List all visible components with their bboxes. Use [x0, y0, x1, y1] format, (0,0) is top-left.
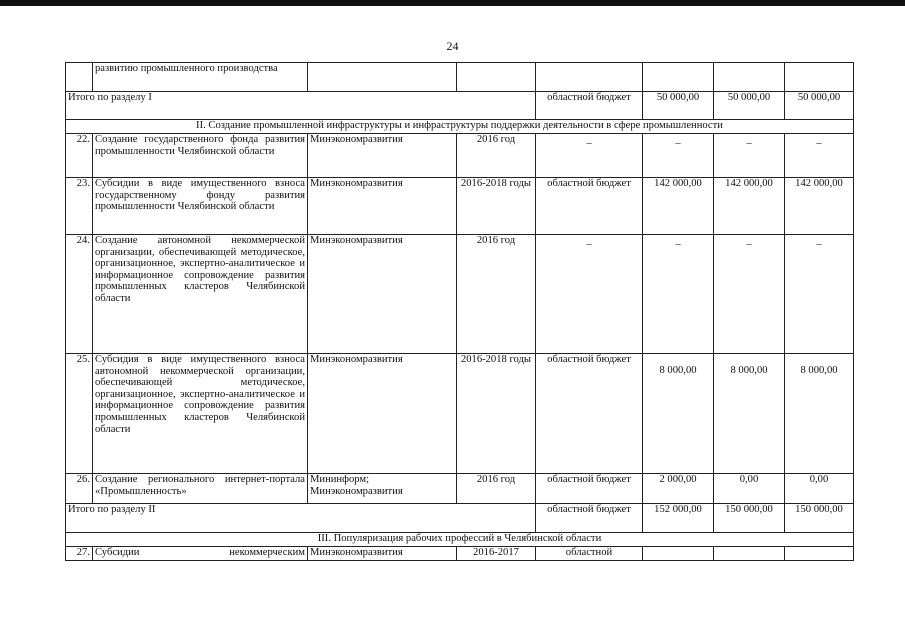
table-row-total-section-2 [66, 504, 854, 533]
cell-period: 2016-2018 годы [457, 354, 536, 474]
page-number: 24 [446, 39, 459, 53]
cell-2018: 142 000,00 [785, 178, 854, 235]
cell-period: 2016 год [457, 474, 536, 504]
cell-desc: Субсидии в виде имущественного взноса государственному фонду развития промышленности Челябинской области [93, 178, 308, 235]
table-row-22 [66, 134, 854, 178]
table-row-24 [66, 235, 854, 354]
section-title: III. Популяризация рабочих профессий в Челябинской области [66, 533, 854, 547]
table-row-23 [66, 178, 854, 235]
table-row-section-3-header [66, 533, 854, 547]
cell-num: 26. [66, 474, 93, 504]
cell-num: 23. [66, 178, 93, 235]
cell-2016: 50 000,00 [643, 92, 714, 120]
cell-source: областной [536, 547, 643, 561]
cell-source: областной бюджет [536, 178, 643, 235]
cell-period: 2016 год [457, 235, 536, 354]
cell-2016 [643, 547, 714, 561]
cell-2017: 8 000,00 [714, 354, 785, 474]
cell-2016: 2 000,00 [643, 474, 714, 504]
cell-2017: 142 000,00 [714, 178, 785, 235]
cell-2016: 8 000,00 [643, 354, 714, 474]
cell-2018: – [785, 134, 854, 178]
cell-desc: Создание регионального интернет-портала «Промышленность» [93, 474, 308, 504]
table-row-25 [66, 354, 854, 474]
cell-exec: Минэкономразвития [308, 235, 457, 354]
cell-desc: Создание автономной некоммерческой организации, обеспечивающей методическое, организационное, экспертно-аналитическое и информационное сопровождение развития промышленных кластеров Челябинской области [93, 235, 308, 354]
program-measures-table [65, 62, 854, 561]
table-row-total-section-1 [66, 92, 854, 120]
cell-period: 2016-2017 [457, 547, 536, 561]
cell-exec: Минэкономразвития [308, 547, 457, 561]
cell-desc: Субсидия в виде имущественного взноса автономной некоммерческой организации, обеспечивающей методическое, организационное, экспертно-аналитическое и информационное сопровождение развития промышленных кластеров Челябинской области [93, 354, 308, 474]
cell-desc: развитию промышленного производства [93, 63, 308, 92]
cell-desc: Субсидии некоммерческим [93, 547, 308, 561]
cell-source [536, 63, 643, 92]
cell-exec: Мининформ; Минэкономразвития [308, 474, 457, 504]
total-label: Итого по разделу II [66, 504, 536, 533]
cell-exec: Минэкономразвития [308, 134, 457, 178]
cell-exec [308, 63, 457, 92]
section-title: II. Создание промышленной инфраструктуры и инфраструктуры поддержки деятельности в сфере промышленности [66, 120, 854, 134]
cell-source: – [536, 235, 643, 354]
cell-source: областной бюджет [536, 92, 643, 120]
cell-2018 [785, 547, 854, 561]
cell-2018 [785, 63, 854, 92]
table-row-26 [66, 474, 854, 504]
cell-2017: – [714, 235, 785, 354]
table-row-continuation [66, 63, 854, 92]
cell-num: 22. [66, 134, 93, 178]
total-label: Итого по разделу I [66, 92, 536, 120]
cell-2017 [714, 547, 785, 561]
cell-num: 27. [66, 547, 93, 561]
cell-2017: – [714, 134, 785, 178]
cell-period: 2016-2018 годы [457, 178, 536, 235]
cell-2017 [714, 63, 785, 92]
cell-2018: 150 000,00 [785, 504, 854, 533]
table-row-27 [66, 547, 854, 561]
scan-top-border [0, 0, 905, 6]
cell-source: областной бюджет [536, 504, 643, 533]
cell-2016: 142 000,00 [643, 178, 714, 235]
cell-num: 24. [66, 235, 93, 354]
cell-source: областной бюджет [536, 354, 643, 474]
cell-2017: 150 000,00 [714, 504, 785, 533]
cell-2018: 0,00 [785, 474, 854, 504]
cell-num [66, 63, 93, 92]
cell-2018: 8 000,00 [785, 354, 854, 474]
cell-period: 2016 год [457, 134, 536, 178]
table-row-section-2-header [66, 120, 854, 134]
cell-exec: Минэкономразвития [308, 178, 457, 235]
cell-exec: Минэкономразвития [308, 354, 457, 474]
cell-2017: 50 000,00 [714, 92, 785, 120]
cell-num: 25. [66, 354, 93, 474]
cell-2017: 0,00 [714, 474, 785, 504]
cell-source: областной бюджет [536, 474, 643, 504]
cell-desc: Создание государственного фонда развития промышленности Челябинской области [93, 134, 308, 178]
cell-source: – [536, 134, 643, 178]
cell-period [457, 63, 536, 92]
cell-2016: – [643, 235, 714, 354]
cell-2016: 152 000,00 [643, 504, 714, 533]
cell-2016: – [643, 134, 714, 178]
cell-2018: 50 000,00 [785, 92, 854, 120]
cell-2016 [643, 63, 714, 92]
cell-2018: – [785, 235, 854, 354]
